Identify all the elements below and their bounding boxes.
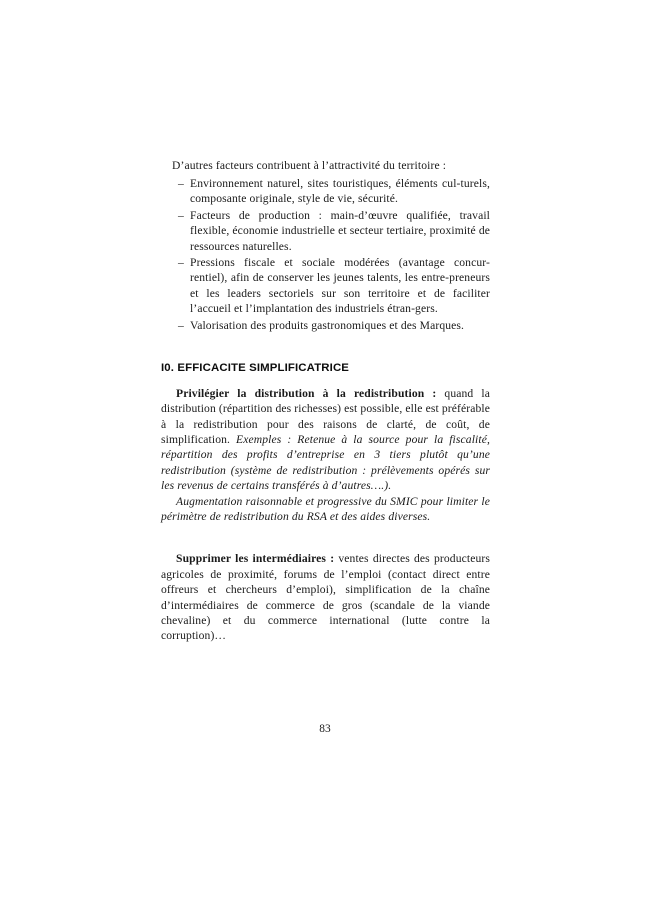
intro-line: D’autres facteurs contribuent à l’attractivité du territoire : bbox=[172, 159, 447, 172]
paragraph-supprimer bbox=[161, 551, 490, 643]
paragraph-lead-in: Privilégier la distribution à la redistribution : bbox=[176, 386, 437, 400]
list-item bbox=[161, 255, 490, 316]
list-item-text: Pressions fiscale et sociale modérées (avantage concur-rentiel), afin de conserver les jeunes talents, les entre-preneurs et les leaders sectoriels sur son territoire et de faciliter l’accueil et l’implantation des industriels étran-gers. bbox=[190, 256, 490, 315]
factors-bullet-list bbox=[161, 176, 490, 333]
dash-bullet-icon: – bbox=[178, 318, 184, 332]
list-item-text: Valorisation des produits gastronomiques et des Marques. bbox=[190, 318, 465, 332]
paragraph-body-text: quand la distribution (répartition des richesses) est possible, elle est préférable à la redistribution pour des raisons de clarté, de coût, de simplification. bbox=[161, 386, 491, 446]
paragraph-spacer bbox=[161, 524, 490, 551]
paragraph-privilegier bbox=[161, 386, 490, 494]
paragraph-body-italic: Augmentation raisonnable et progressive du SMIC pour limiter le périmètre de redistribution du RSA et des aides diverses. bbox=[161, 494, 490, 523]
section-heading: I0. EFFICACITE SIMPLIFICATRICE bbox=[161, 361, 350, 374]
paragraph-examples-italic: Exemples : Retenue à la source pour la fiscalité, répartition des profits d’entreprise en 3 tiers plutôt qu’une redistribution (système de redistribution : prélèvements opérés sur les revenus de certains transférés à d’autres….). bbox=[161, 432, 490, 493]
paragraph-body-text: ventes directes des producteurs agricoles de proximité, forums de l’emploi (contact direct entre offreurs et chercheurs d’emploi), simplification de la chaîne d’intermédiaires de commerce de gros (scandale de la viande chevaline) et du commerce international (lutte contre la corruption)… bbox=[161, 552, 490, 643]
dash-bullet-icon: – bbox=[178, 177, 184, 191]
dash-bullet-icon: – bbox=[178, 209, 184, 223]
paragraph-lead-in: Supprimer les intermédiaires : bbox=[176, 552, 335, 566]
list-item bbox=[161, 176, 490, 206]
page-number: 83 bbox=[319, 723, 331, 735]
list-item bbox=[161, 208, 490, 254]
paragraph-augmentation bbox=[161, 494, 490, 525]
page-content bbox=[161, 158, 490, 644]
list-item bbox=[161, 318, 490, 333]
dash-bullet-icon: – bbox=[178, 256, 184, 270]
list-item-text: Environnement naturel, sites touristiques, éléments cul-turels, composante originale, style de vie, sécurité. bbox=[190, 177, 490, 206]
list-item-text: Facteurs de production : main-d’œuvre qualifiée, travail flexible, économie industrielle et secteur tertiaire, proximité de ressources naturelles. bbox=[190, 209, 490, 253]
